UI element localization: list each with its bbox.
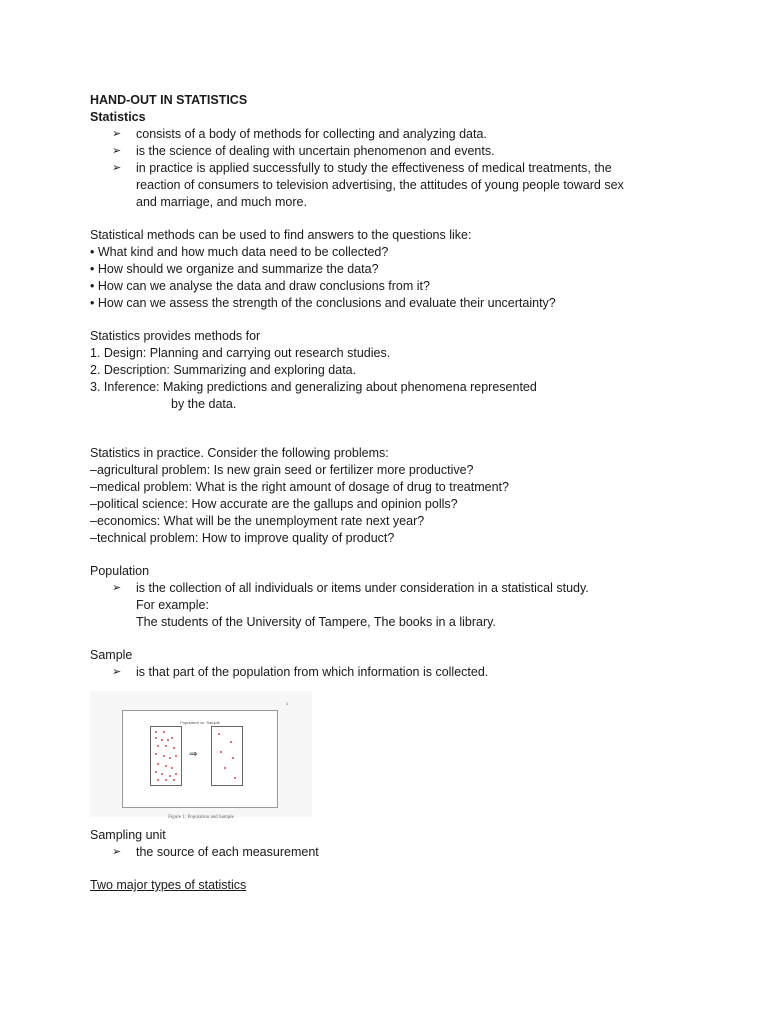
sampling-unit-bullets bbox=[90, 844, 690, 861]
list-item: • What kind and how much data need to be collected? bbox=[90, 245, 389, 259]
two-types-heading: Two major types of statistics bbox=[90, 878, 247, 892]
statistics-heading: Statistics bbox=[90, 110, 146, 124]
list-item: ➢ is that part of the population from which information is collected. bbox=[112, 665, 489, 679]
sample-bullets bbox=[90, 664, 690, 681]
population-dot bbox=[167, 739, 169, 741]
list-item: –agricultural problem: Is new grain seed or fertilizer more productive? bbox=[90, 463, 474, 477]
arrow-bullet-icon: ➢ bbox=[112, 128, 122, 140]
example-text: The students of the University of Tampere, The books in a library. bbox=[136, 615, 496, 629]
list-item: ➢ is the science of dealing with uncertain phenomenon and events. bbox=[112, 144, 495, 158]
population-sample-figure bbox=[90, 691, 312, 820]
list-item: ➢ the source of each measurement bbox=[112, 845, 319, 859]
population-dot bbox=[155, 737, 157, 739]
sample-dot bbox=[232, 757, 234, 759]
sample-dot bbox=[224, 767, 226, 769]
example-label: For example: bbox=[136, 598, 209, 612]
sample-dot bbox=[218, 733, 220, 735]
sampling-unit-heading: Sampling unit bbox=[90, 828, 166, 842]
list-item: –political science: How accurate are the gallups and opinion polls? bbox=[90, 497, 458, 511]
list-item-continuation: by the data. bbox=[171, 397, 237, 411]
list-item: 1. Design: Planning and carrying out research studies. bbox=[90, 346, 391, 360]
population-dot bbox=[163, 755, 165, 757]
population-dot bbox=[169, 775, 171, 777]
population-dot bbox=[157, 745, 159, 747]
population-dot bbox=[173, 779, 175, 781]
list-item: • How should we organize and summarize the data? bbox=[90, 262, 379, 276]
population-box bbox=[150, 726, 182, 786]
population-dot bbox=[157, 763, 159, 765]
list-item: 3. Inference: Making predictions and generalizing about phenomena represented bbox=[90, 380, 537, 394]
page-title: HAND-OUT IN STATISTICS bbox=[90, 93, 248, 107]
list-item: –technical problem: How to improve quality of product? bbox=[90, 531, 395, 545]
list-item: • How can we assess the strength of the conclusions and evaluate their uncertainty? bbox=[90, 296, 556, 310]
population-dot bbox=[157, 779, 159, 781]
population-dot bbox=[165, 779, 167, 781]
population-dot bbox=[165, 745, 167, 747]
population-dot bbox=[161, 739, 163, 741]
list-item: ➢ consists of a body of methods for collecting and analyzing data. bbox=[112, 127, 487, 141]
arrow-bullet-icon: ➢ bbox=[112, 846, 122, 858]
list-item: • How can we analyse the data and draw conclusions from it? bbox=[90, 279, 430, 293]
document bbox=[90, 92, 690, 894]
population-dot bbox=[155, 771, 157, 773]
figure-frame bbox=[122, 710, 278, 808]
sample-dot bbox=[234, 777, 236, 779]
population-dot bbox=[173, 747, 175, 749]
list-item: –medical problem: What is the right amount of dosage of drug to treatment? bbox=[90, 480, 509, 494]
population-dot bbox=[161, 773, 163, 775]
population-dot bbox=[171, 767, 173, 769]
list-item: 2. Description: Summarizing and exploring data. bbox=[90, 363, 357, 377]
arrow-right-icon: ⇒ bbox=[189, 749, 198, 760]
arrow-bullet-icon: ➢ bbox=[112, 582, 122, 594]
figure-title: Population vs. Sample bbox=[180, 720, 220, 725]
methods-intro: Statistics provides methods for bbox=[90, 329, 261, 343]
population-dot bbox=[169, 757, 171, 759]
population-dot bbox=[171, 737, 173, 739]
figure-corner-mark: 4 bbox=[286, 701, 289, 706]
list-item: ➢ is the collection of all individuals or items under consideration in a statistical study. For example: The students of the University of Tampere, The books in a library. bbox=[112, 581, 589, 629]
population-dot bbox=[175, 755, 177, 757]
sample-heading: Sample bbox=[90, 648, 133, 662]
list-item: ➢ in practice is applied successfully to study the effectiveness of medical treatments, the reaction of consumers to television advertising, the attitudes of young people toward sex and marriage, and much more. bbox=[112, 161, 624, 209]
population-bullets bbox=[90, 580, 690, 631]
population-heading: Population bbox=[90, 564, 150, 578]
figure-caption: Figure 1: Population and Sample bbox=[168, 815, 234, 820]
population-dot bbox=[163, 731, 165, 733]
sample-box bbox=[211, 726, 243, 786]
practice-intro: Statistics in practice. Consider the following problems: bbox=[90, 446, 389, 460]
population-dot bbox=[175, 773, 177, 775]
statistics-bullets bbox=[90, 126, 690, 211]
sample-dot bbox=[230, 741, 232, 743]
population-dot bbox=[165, 765, 167, 767]
list-item: –economics: What will be the unemployment rate next year? bbox=[90, 514, 425, 528]
arrow-bullet-icon: ➢ bbox=[112, 666, 122, 678]
population-dot bbox=[155, 753, 157, 755]
arrow-bullet-icon: ➢ bbox=[112, 162, 122, 174]
questions-intro: Statistical methods can be used to find answers to the questions like: bbox=[90, 228, 472, 242]
arrow-bullet-icon: ➢ bbox=[112, 145, 122, 157]
population-dot bbox=[155, 731, 157, 733]
sample-dot bbox=[220, 751, 222, 753]
